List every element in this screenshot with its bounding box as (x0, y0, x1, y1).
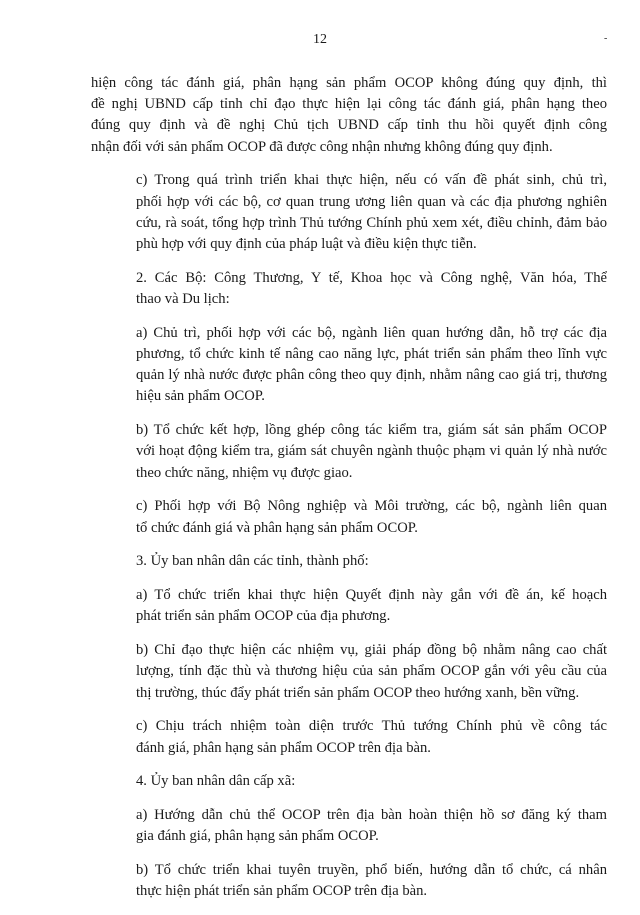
text-line: thực hiện phát triển sản phẩm OCOP trên địa bàn. (136, 883, 428, 900)
text-line: với hoạt động kiểm tra, giám sát chuyên ngành thuộc phạm vi quản lý nhà nước (136, 443, 607, 460)
text-line: c) Chịu trách nhiệm toàn diện trước Thủ tướng Chính phủ về công tác (136, 718, 607, 735)
text-line: b) Tổ chức kết hợp, lồng ghép công tác kiểm tra, giám sát sản phẩm OCOP (136, 422, 607, 439)
text-line: đề nghị UBND cấp tỉnh chỉ đạo thực hiện lại công tác đánh giá, phân hạng theo (91, 96, 607, 113)
paragraph (91, 73, 607, 158)
text-line: phù hợp với quy định của pháp luật và điều kiện thực tiễn. (136, 236, 477, 253)
text-line: a) Chủ trì, phối hợp với các bộ, ngành liên quan hướng dẫn, hỗ trợ các địa (136, 324, 607, 341)
paragraph (91, 420, 607, 484)
paragraph (91, 170, 607, 255)
paragraph (91, 268, 607, 310)
text-line: thao và Du lịch: (136, 291, 230, 308)
text-line: a) Hướng dẫn chủ thể OCOP trên địa bàn hoàn thiện hồ sơ đăng ký tham (136, 807, 607, 824)
text-line: c) Phối hợp với Bộ Nông nghiệp và Môi trường, các bộ, ngành liên quan (136, 498, 607, 515)
paragraph (91, 860, 607, 902)
text-line: phương, tổ chức kinh tế nâng cao năng lực, phát triển sản phẩm theo lĩnh vực (136, 346, 607, 363)
text-line: quản lý nhà nước được phân công theo quy định, nhằm nâng cao giá trị, thương (136, 367, 607, 384)
text-line: tổ chức đánh giá và phân hạng sản phẩm OCOP. (136, 519, 418, 536)
text-line: hiệu sản phẩm OCOP. (136, 388, 265, 405)
paragraph (91, 716, 607, 758)
text-line: 3. Ủy ban nhân dân các tỉnh, thành phố: (136, 553, 369, 570)
text-line: đúng quy định và đề nghị Chủ tịch UBND cấp tỉnh thu hồi quyết định công (91, 117, 607, 134)
text-line: phối hợp với các bộ, cơ quan trung ương liên quan và các địa phương nghiên (136, 193, 607, 210)
paragraph (91, 496, 607, 538)
text-line: hiện công tác đánh giá, phân hạng sản phẩm OCOP không đúng quy định, thì (91, 75, 607, 91)
text-line: 4. Ủy ban nhân dân cấp xã: (136, 773, 296, 790)
text-line: b) Chỉ đạo thực hiện các nhiệm vụ, giải pháp đồng bộ nhằm nâng cao chất (136, 642, 607, 659)
paragraph (91, 640, 607, 704)
text-line: a) Tổ chức triển khai thực hiện Quyết định này gắn với đề án, kế hoạch (136, 587, 607, 604)
text-line: c) Trong quá trình triển khai thực hiện, nếu có vấn đề phát sinh, chủ trì, (136, 172, 607, 189)
text-line: b) Tổ chức triển khai tuyên truyền, phổ biến, hướng dẫn tổ chức, cá nhân (136, 862, 607, 879)
text-line: cứu, rà soát, tổng hợp trình Thủ tướng Chính phủ xem xét, điều chỉnh, đảm bảo (136, 214, 607, 231)
page-number: 12 (313, 32, 327, 47)
text-line: thị trường, thúc đẩy phát triển sản phẩm OCOP theo hướng xanh, bền vững. (136, 684, 580, 701)
text-line: gia đánh giá, phân hạng sản phẩm OCOP. (136, 828, 379, 845)
text-line: đánh giá, phân hạng sản phẩm OCOP trên địa bàn. (136, 739, 431, 756)
text-line: nhận đối với sản phẩm OCOP đã được công nhận nhưng không đúng quy định. (91, 138, 553, 155)
paragraph (91, 805, 607, 847)
paragraph (91, 585, 607, 627)
text-line: lượng, tính đặc thù và thương hiệu của sản phẩm OCOP gắn với yêu cầu của (136, 663, 607, 680)
text-line: theo chức năng, nhiệm vụ được giao. (136, 464, 353, 481)
paragraph (91, 771, 607, 792)
document-body (91, 73, 607, 915)
text-line: 2. Các Bộ: Công Thương, Y tế, Khoa học và Công nghệ, Văn hóa, Thể (136, 269, 607, 286)
corner-mark: - (604, 33, 608, 44)
paragraph (91, 323, 607, 408)
text-line: phát triển sản phẩm OCOP của địa phương. (136, 608, 391, 625)
paragraph (91, 551, 607, 572)
